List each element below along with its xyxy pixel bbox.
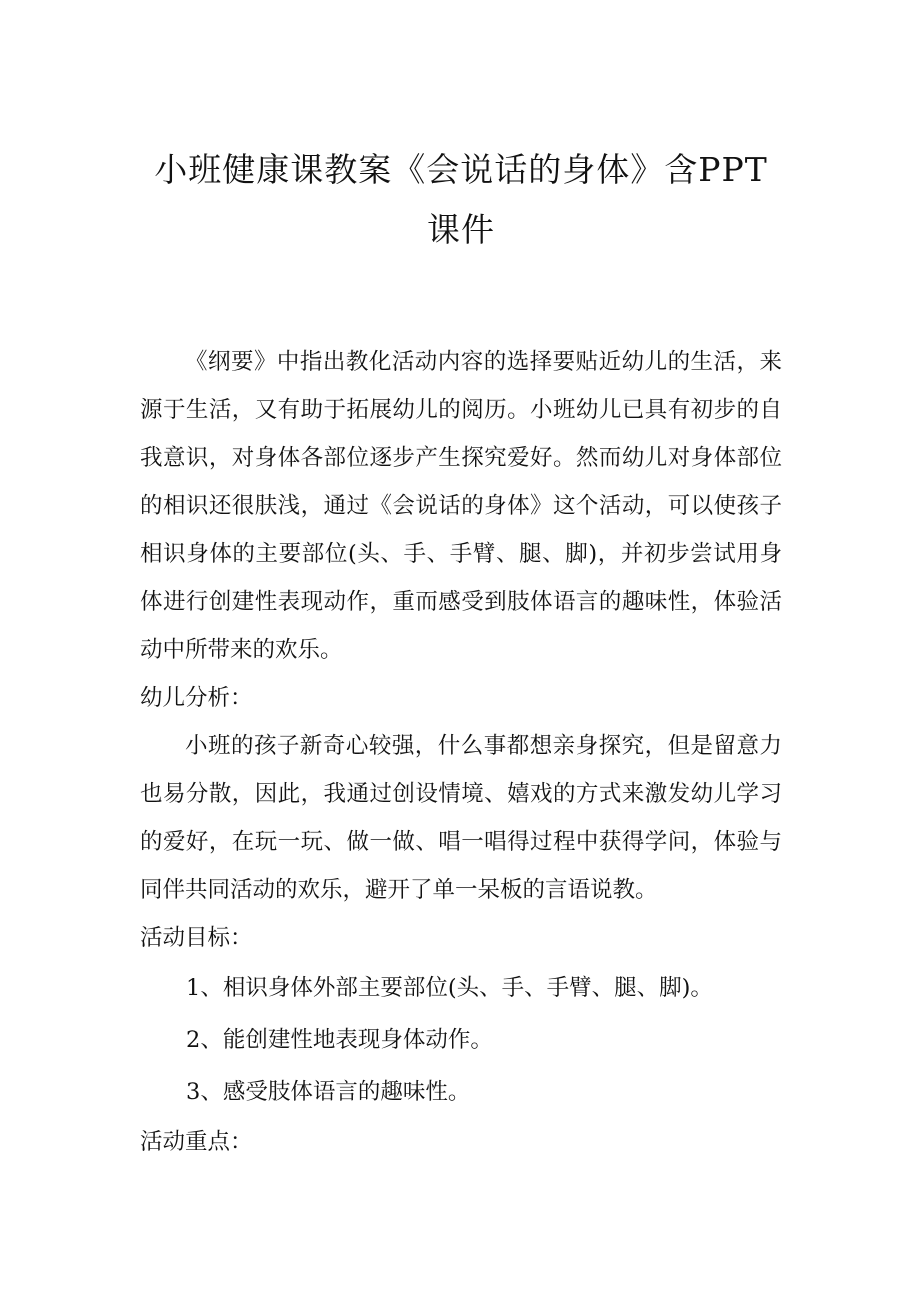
child-analysis-paragraph: 小班的孩子新奇心较强，什么事都想亲身探究，但是留意力也易分散，因此，我通过创设情境、嬉戏的方式来激发幼儿学习的爱好，在玩一玩、做一做、唱一唱得过程中获得学问，体验与同伴共同活动的欢乐，避开了单一呆板的言语说教。 bbox=[140, 733, 782, 903]
goal-item: 3、感受肢体语言的趣味性。 bbox=[186, 1079, 471, 1105]
document-title: 小班健康课教案《会说话的身体》含PPT课件 bbox=[154, 150, 768, 249]
document-body bbox=[140, 338, 782, 1166]
section-heading-activity-focus: 活动重点： bbox=[140, 1129, 253, 1155]
goal-item: 2、能创建性地表现身体动作。 bbox=[186, 1027, 493, 1053]
intro-paragraph: 《纲要》中指出教化活动内容的选择要贴近幼儿的生活，来源于生活，又有助于拓展幼儿的阅历。小班幼儿已具有初步的自我意识，对身体各部位逐步产生探究爱好。然而幼儿对身体部位的相识还很肤浅，通过《会说话的身体》这个活动，可以使孩子相识身体的主要部位(头、手、手臂、腿、脚)，并初步尝试用身体进行创建性表现动作，重而感受到肢体语言的趣味性，体验活动中所带来的欢乐。 bbox=[140, 349, 782, 663]
section-heading-child-analysis: 幼儿分析： bbox=[140, 685, 253, 711]
goal-item: 1、相识身体外部主要部位(头、手、手臂、腿、脚)。 bbox=[186, 975, 713, 1001]
section-heading-activity-goals: 活动目标： bbox=[140, 925, 253, 951]
